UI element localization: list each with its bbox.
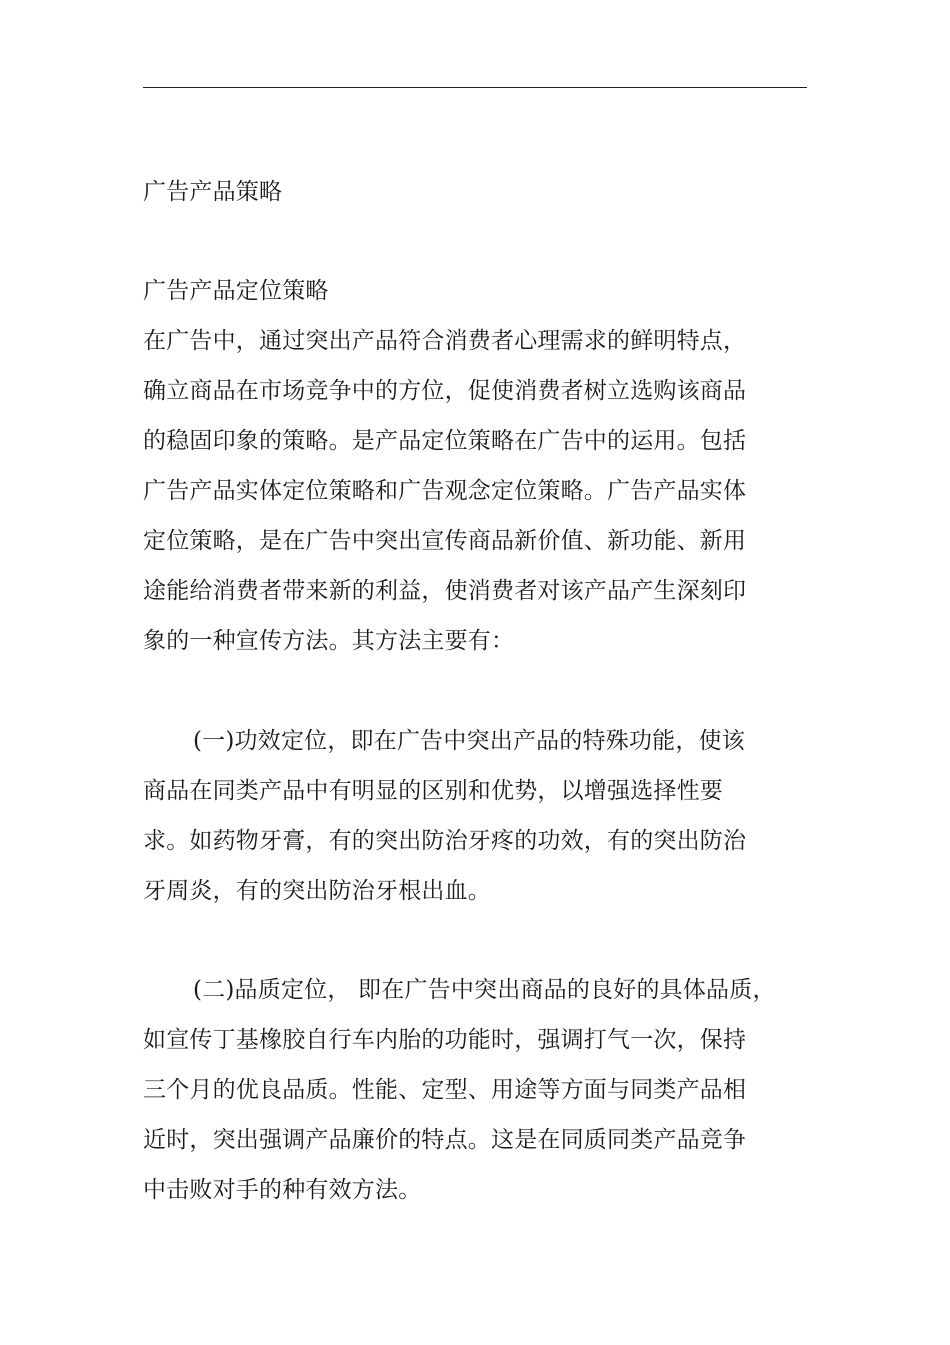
paragraph-line: 牙周炎，有的突出防治牙根出血。 xyxy=(143,878,491,904)
paragraph-line: 近时，突出强调产品廉价的特点。这是在同质同类产品竞争 xyxy=(143,1127,747,1153)
document-title: 广告产品策略 xyxy=(143,179,283,205)
paragraph-line: 的稳固印象的策略。是产品定位策略在广告中的运用。包括 xyxy=(143,428,747,454)
header-rule xyxy=(143,87,807,88)
paragraph-line: 商品在同类产品中有明显的区别和优势，以增强选择性要 xyxy=(143,778,723,804)
paragraph-line: (二)品质定位， 即在广告中突出商品的良好的具体品质， xyxy=(193,977,776,1003)
paragraph-line: 确立商品在市场竞争中的方位，促使消费者树立选购该商品 xyxy=(143,378,747,404)
paragraph-line: 如宣传丁基橡胶自行车内胎的功能时，强调打气一次，保持 xyxy=(143,1027,747,1053)
paragraph-line: 中击败对手的种有效方法。 xyxy=(143,1177,422,1203)
paragraph-line: 在广告中，通过突出产品符合消费者心理需求的鲜明特点， xyxy=(143,328,747,354)
paragraph-line: 广告产品实体定位策略和广告观念定位策略。广告产品实体 xyxy=(143,478,747,504)
paragraph-line: (一)功效定位，即在广告中突出产品的特殊功能，使该 xyxy=(193,728,745,754)
paragraph-line: 三个月的优良品质。性能、定型、用途等方面与同类产品相 xyxy=(143,1077,747,1103)
paragraph-line: 定位策略，是在广告中突出宣传商品新价值、新功能、新用 xyxy=(143,528,747,554)
section-heading: 广告产品定位策略 xyxy=(143,278,329,304)
paragraph-line: 象的一种宣传方法。其方法主要有： xyxy=(143,628,515,654)
paragraph-line: 途能给消费者带来新的利益，使消费者对该产品产生深刻印 xyxy=(143,578,747,604)
paragraph-line: 求。如药物牙膏，有的突出防治牙疼的功效，有的突出防治 xyxy=(143,828,747,854)
